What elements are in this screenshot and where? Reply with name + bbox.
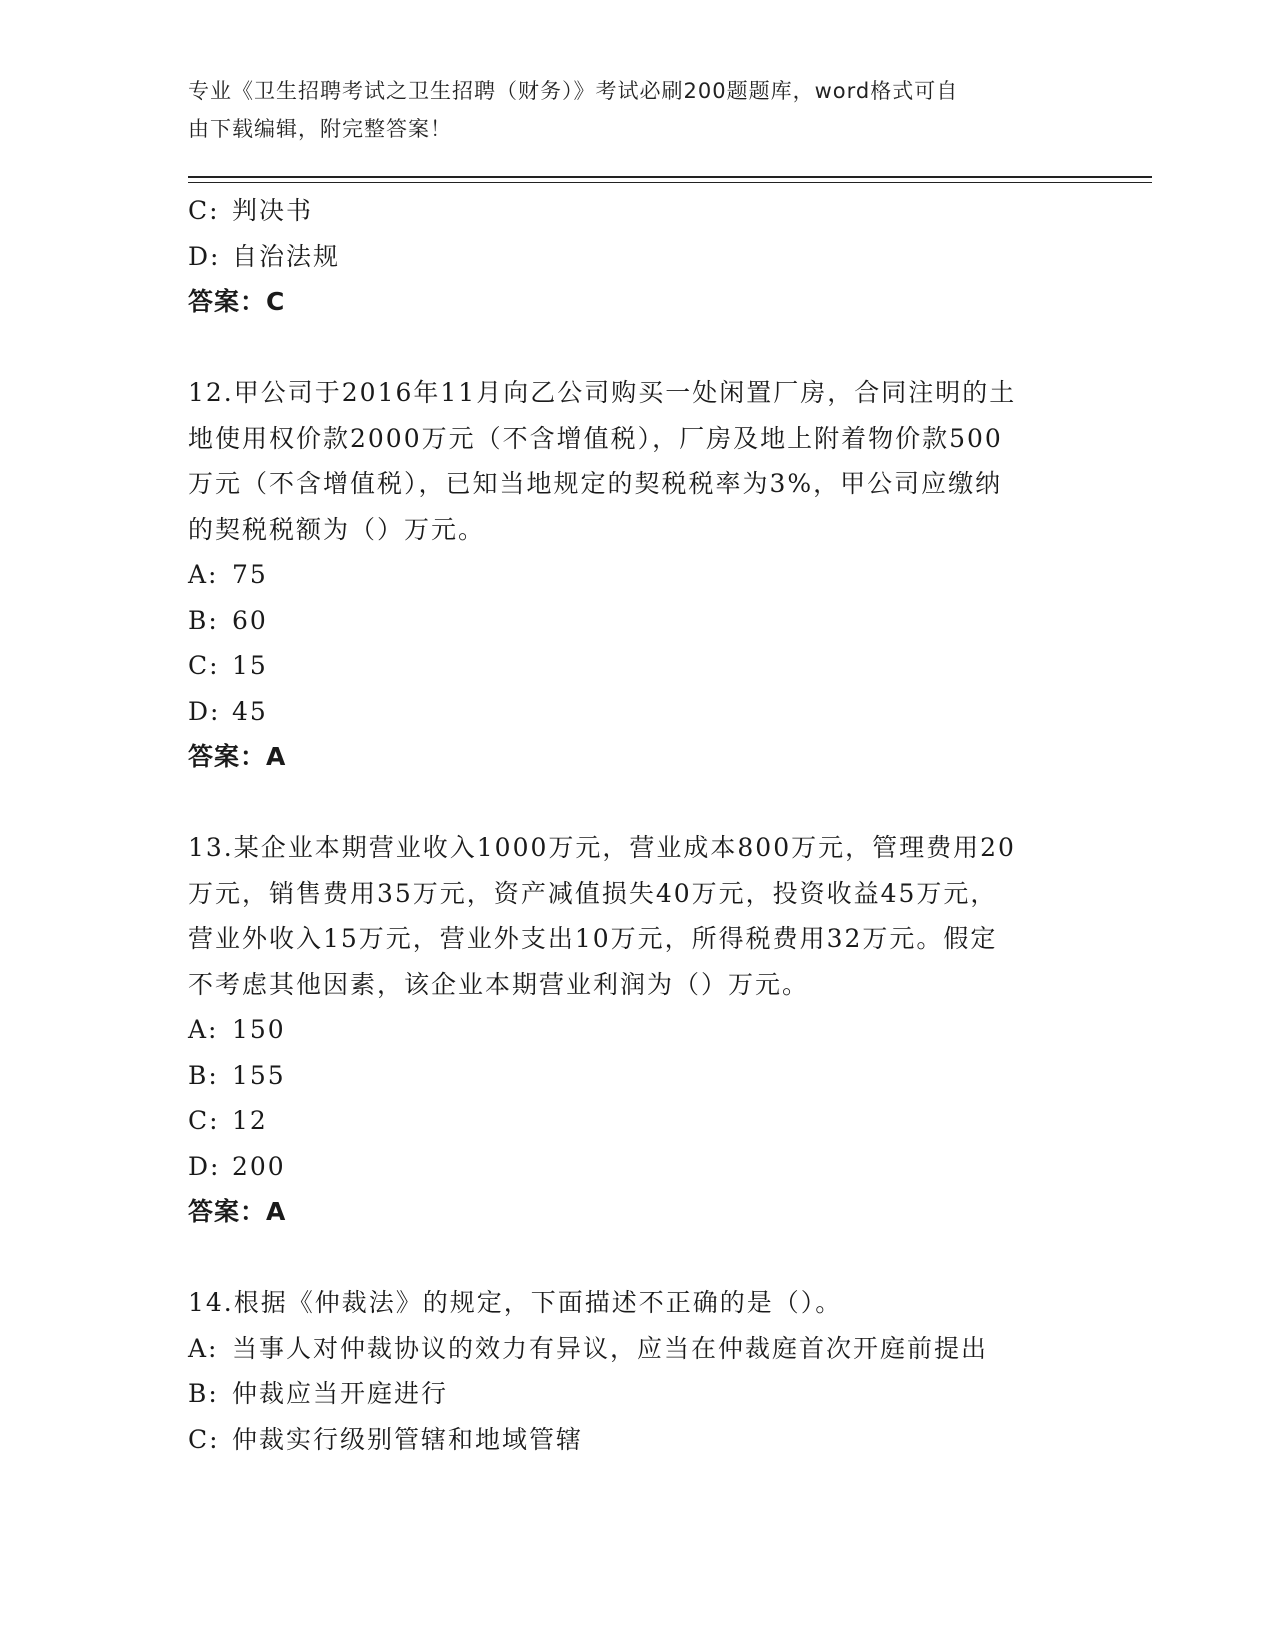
option-d: D: 自治法规: [188, 241, 341, 271]
option-b: B: 155: [188, 1060, 286, 1090]
question-text-line: 不考虑其他因素，该企业本期营业利润为（）万元。: [188, 969, 810, 999]
header-rule-thick: [188, 176, 1152, 178]
answer: 答案：C: [188, 287, 286, 316]
header-line-2: 由下载编辑，附完整答案！: [188, 117, 452, 141]
answer: 答案：A: [188, 1197, 287, 1226]
document-header: [188, 72, 1068, 148]
question-11-tail: [188, 188, 1088, 325]
answer: 答案：A: [188, 742, 287, 771]
question-12: [188, 370, 1088, 780]
option-d: D: 200: [188, 1151, 286, 1181]
option-c: C: 判决书: [188, 196, 314, 225]
question-13: [188, 825, 1088, 1235]
option-a: A: 150: [188, 1015, 286, 1044]
header-rule-thin: [188, 182, 1152, 183]
option-c: C: 12: [188, 1106, 268, 1135]
question-text-line: 13.某企业本期营业收入1000万元，营业成本800万元，管理费用20: [188, 833, 1016, 862]
question-text-line: 万元（不含增值税），已知当地规定的契税税率为3%，甲公司应缴纳: [188, 469, 1003, 498]
question-text-line: 14.根据《仲裁法》的规定，下面描述不正确的是（）。: [188, 1288, 843, 1317]
option-c: C: 仲裁实行级别管辖和地域管辖: [188, 1424, 584, 1454]
option-b: B: 60: [188, 605, 268, 635]
document-body: [188, 188, 1088, 1462]
question-text-line: 地使用权价款2000万元（不含增值税），厂房及地上附着物价款500: [188, 423, 1003, 453]
option-a: A: 75: [188, 560, 268, 589]
question-text-line: 万元，销售费用35万元，资产减值损失40万元，投资收益45万元，: [188, 878, 998, 908]
option-c: C: 15: [188, 651, 268, 680]
header-line-1: 专业《卫生招聘考试之卫生招聘（财务）》考试必刷200题题库，word格式可自: [188, 79, 959, 103]
option-b: B: 仲裁应当开庭进行: [188, 1379, 449, 1408]
question-text-line: 营业外收入15万元，营业外支出10万元，所得税费用32万元。假定: [188, 924, 998, 953]
question-text-line: 12.甲公司于2016年11月向乙公司购买一处闲置厂房，合同注明的土: [188, 378, 1017, 407]
question-text-line: 的契税税额为（）万元。: [188, 514, 486, 544]
option-d: D: 45: [188, 696, 268, 726]
question-14: [188, 1280, 1088, 1462]
option-a: A: 当事人对仲裁协议的效力有异议，应当在仲裁庭首次开庭前提出: [188, 1333, 989, 1363]
